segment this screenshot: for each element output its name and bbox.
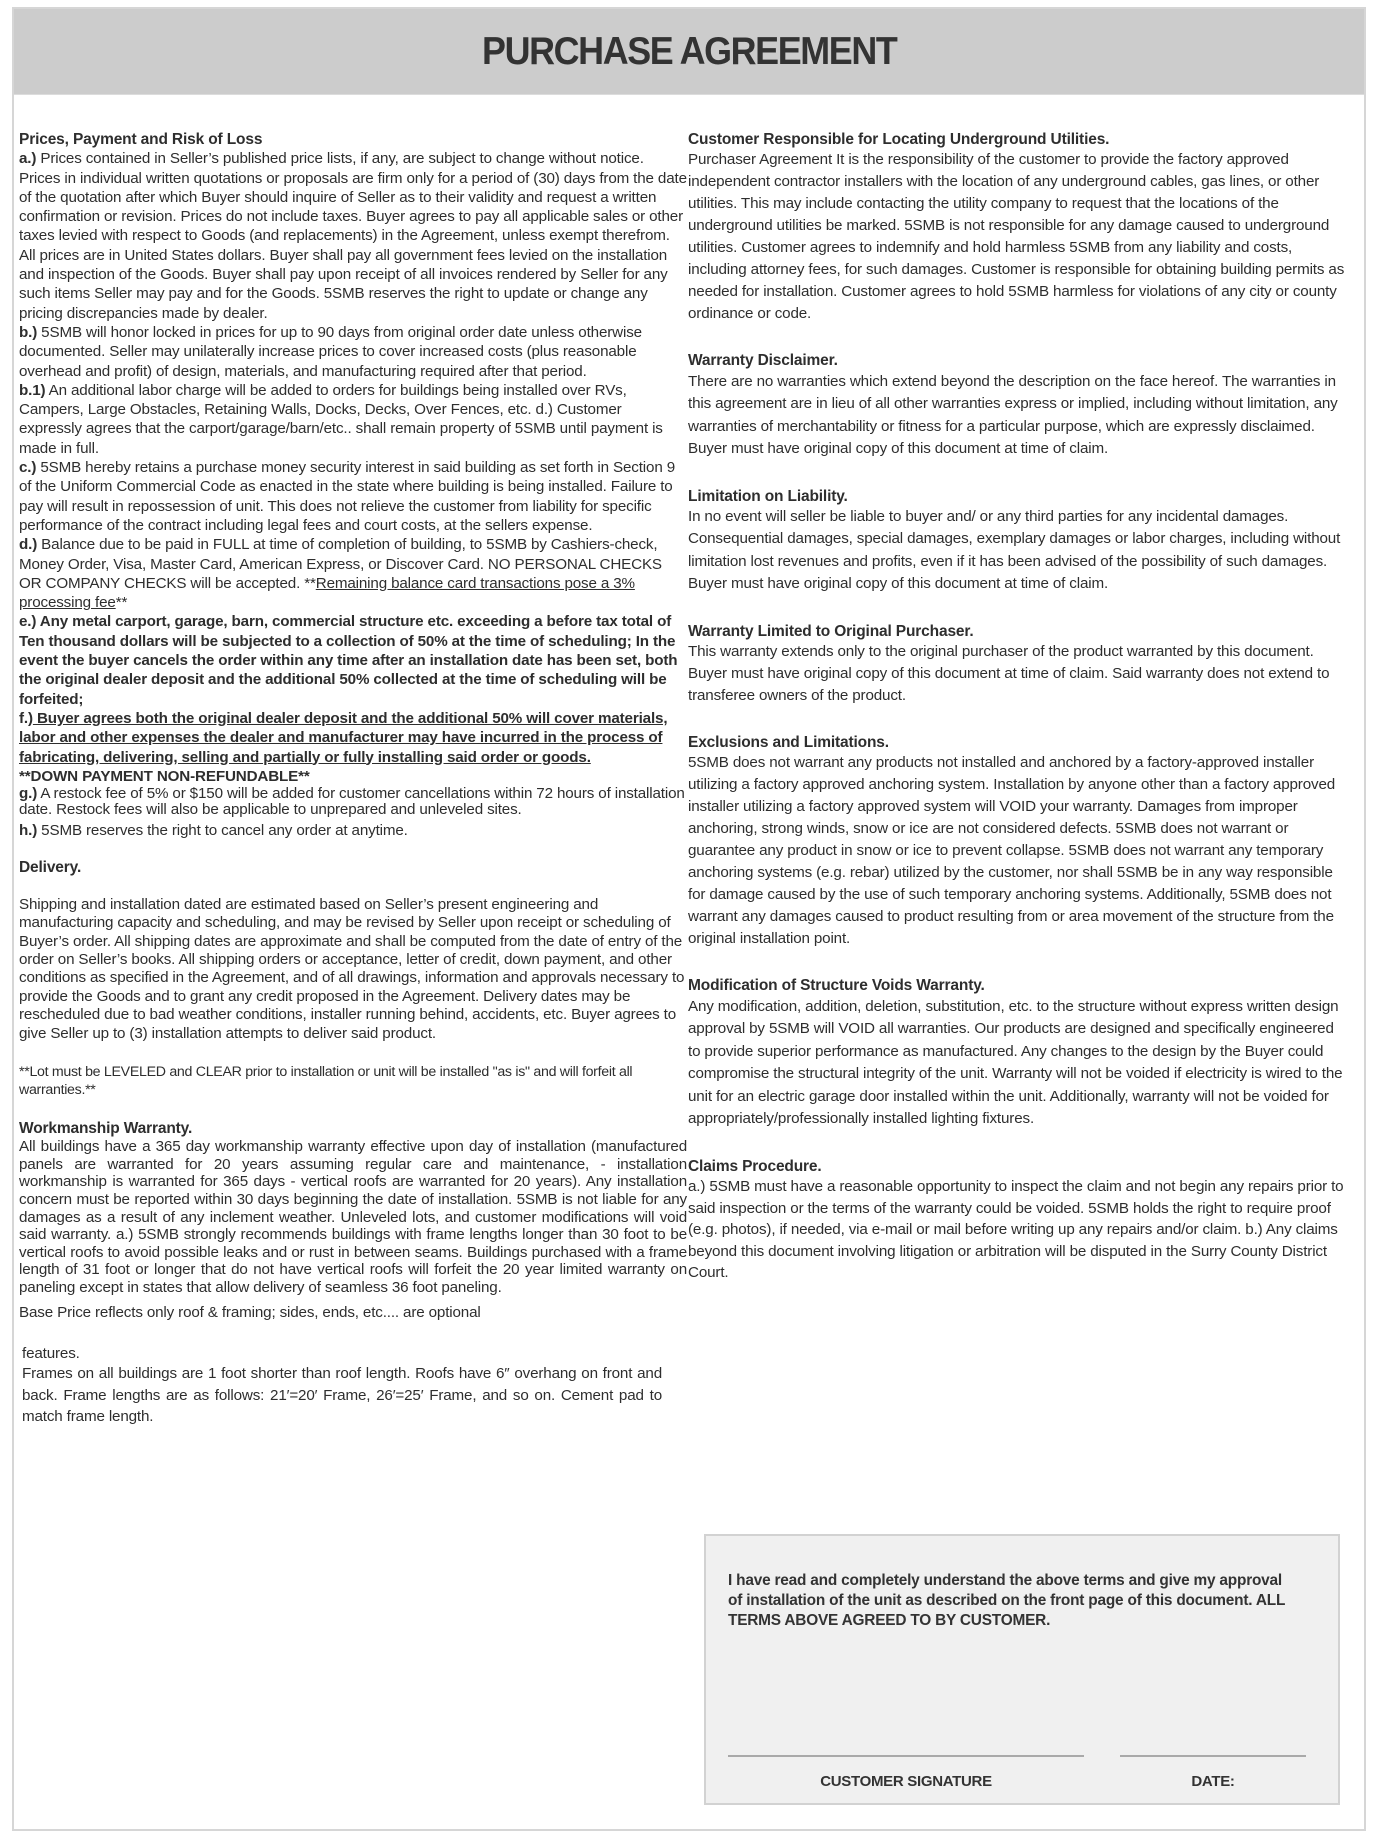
exclusions-text: 5SMB does not warrant any products not installed and anchored by a factory-approved installer utilizing a factory approved anchoring system. Installation by anyone other than a factory approved installer utilizing a factory approved system will VOID your warranty. Damages from improper anchoring, strong winds, snow or ice are not considered defects. 5SMB does not warrant or guarantee any product in snow or ice to prevent collapse. 5SMB does not warrant any temporary anchoring systems (e.g. rebar) utilized by the customer, nor shall 5SMB be in any way responsible for damage caused by the use of such temporary anchoring systems. Additionally, 5SMB does not warrant any damages caused to product resulting from or area movement of the structure from the original installation point. <box>688 754 1336 948</box>
utilities-text: Purchaser Agreement It is the responsibility of the customer to provide the factory approved independent contractor installers with the location of any underground cables, gas lines, or other utilities. This may include contacting the utility company to request that the locations of the underground utilities be marked. 5SMB is not responsible for any damage caused to underground utilities. Customer agrees to indemnify and hold harmless 5SMB from any liability and costs, including attorney fees, for such damages. Customer is responsible for obtaining building permits as needed for installation. Customer agrees to hold 5SMB harmless for violations of any city or county ordinance or code. <box>688 151 1345 323</box>
date-line[interactable] <box>1120 1755 1306 1757</box>
section-warranty-disclaimer <box>688 351 1348 460</box>
clause-b1: b.1) An additional labor charge will be added to orders for buildings being installed over RVs, Campers, Large Obstacles, Retaining Walls, Docks, Decks, Over Fences, etc. d.) Customer expressly agrees that the carport/garage/barn/etc.. shall remain property of 5SMB until payment is made in full. <box>19 381 663 457</box>
section-liability <box>688 487 1348 596</box>
section-heading: Prices, Payment and Risk of Loss <box>19 131 263 148</box>
customer-signature-label: CUSTOMER SIGNATURE <box>820 1773 992 1790</box>
title-banner <box>14 9 1364 95</box>
section-heading: Warranty Limited to Original Purchaser. <box>688 622 974 640</box>
left-column <box>19 130 687 1428</box>
disclaimer-text: There are no warranties which extend beyond the description on the face hereof. The warranties in this agreement are in lieu of all other warranties express or implied, including without limitation, any warranties of merchantability or fitness for a particular purpose, which are expressly disclaimed. Buyer must have original copy of this document at time of claim. <box>688 372 1338 458</box>
section-original-purchaser <box>688 622 1348 707</box>
original-purchaser-text: This warranty extends only to the original purchaser of the product warranted by this document. Buyer must have original copy of this document at time of claim. Said warranty does not extend to transferee owners of the product. <box>688 643 1330 705</box>
lot-note: **Lot must be LEVELED and CLEAR prior to installation or unit will be installed "as is" and will forfeit all warranties.** <box>19 1063 633 1098</box>
section-heading: Warranty Disclaimer. <box>688 352 838 370</box>
section-heading: Claims Procedure. <box>688 1157 822 1175</box>
clause-d: d.) Balance due to be paid in FULL at time of completion of building, to 5SMB by Cashiers-check, Money Order, Visa, Master Card, American Express, or Discover Card. NO PERSONAL CHECKS OR COMPANY CHECKS will be accepted. **Remaining balance card transactions pose a 3% processing fee** <box>19 536 662 612</box>
signature-box <box>704 1534 1340 1805</box>
clause-g: g.) A restock fee of 5% or $150 will be added for customer cancellations within 72 hours of installation date. Restock fees will also be applicable to unprepared and unleveled sites. <box>19 785 685 819</box>
section-heading: Delivery. <box>19 859 82 877</box>
date-label: DATE: <box>1191 1773 1235 1790</box>
section-utilities <box>688 130 1348 325</box>
document-title: PURCHASE AGREEMENT <box>481 29 897 73</box>
workmanship-text: All buildings have a 365 day workmanship warranty effective upon day of installation (manufactured panels are warranted for 20 years assuming regular care and maintenance, - installation workmanship is warranted for 365 days - vertical roofs are warranted for 20 years). Any installation concern must be reported within 30 days beginning the date of installation. 5SMB is not liable for any damages as a result of any inclement weather. Unleveled lots, and customer modifications will void said warranty. a.) 5SMB strongly recommends buildings with frame lengths longer than 30 foot to be vertical roofs to avoid possible leaks and or rust in between seams. Buildings purchased with a frame length of 31 foot or longer that do not have vertical roofs will forfeit the 20 year limited warranty on paneling except in states that allow delivery of seamless 36 foot paneling. <box>19 1138 687 1296</box>
section-heading: Workmanship Warranty. <box>19 1119 193 1137</box>
clause-b: b.) 5SMB will honor locked in prices for up to 90 days from original order date unless otherwise documented. Seller may unilaterally increase prices to cover increased costs (plus reasonable overhead and profit) of design, materials, and manufacturing required after that period. <box>19 323 642 380</box>
section-claims <box>688 1157 1348 1284</box>
processing-fee-note: Remaining balance card transactions pose a 3% processing fee <box>19 574 635 612</box>
section-heading: Customer Responsible for Locating Underground Utilities. <box>688 131 1110 148</box>
section-workmanship <box>19 1119 687 1428</box>
delivery-text: Shipping and installation dated are estimated based on Seller’s present engineering and manufacturing capacity and scheduling, and may be revised by Seller upon receipt or scheduling of Buyer’s order. All shipping dates are approximate and shall be computed from the date of entry of the order on Seller’s books. All shipping orders or acceptance, letter of credit, down payment, and other conditions as specified in the Agreement, and of all drawings, information and approvals necessary to provide the Goods and to grant any credit proposed in the Agreement. Delivery dates may be rescheduled due to bad weather conditions, installer running behind, accidents, etc. Buyer agrees to give Seller up to (3) installation attempts to deliver said product. <box>19 895 685 1042</box>
section-prices <box>19 130 687 840</box>
clause-h: h.) 5SMB reserves the right to cancel any order at anytime. <box>19 822 408 840</box>
liability-text: In no event will seller be liable to buyer and/ or any third parties for any incidental damages. Consequential damages, special damages, exemplary damages or labor charges, including without limitation lost revenues and profits, even if it has been advised of the possibility of such damages. Buyer must have original copy of this document at time of claim. <box>688 507 1341 593</box>
features-text: features. <box>22 1344 80 1362</box>
right-column <box>688 130 1348 1284</box>
claims-text: a.) 5SMB must have a reasonable opportunity to inspect the claim and not begin any repairs prior to said inspection or the terms of the warranty could be voided. 5SMB holds the right to require proof (e.g. photos), if needed, via e-mail or mail before writing up any repairs and/or claim. b.) Any claims beyond this document involving litigation or arbitration will be disputed in the Surry County District Court. <box>688 1178 1344 1282</box>
clause-a: a.) Prices contained in Seller’s published price lists, if any, are subject to change without notice. Prices in individual written quotations or proposals are firm only for a period of (30) days from the date of the quotation after which Buyer should inquire of Seller as to their validity and request a written confirmation or revision. Prices do not include taxes. Buyer agrees to pay all applicable sales or other taxes levied with respect to Goods (and replacements) in the Agreement, unless exempt therefrom. All prices are in United States dollars. Buyer shall pay all government fees levied on the installation and inspection of the Goods. Buyer shall pay upon receipt of all invoices rendered by Seller for any such items Seller may pay and for the Goods. 5SMB reserves the right to update or change any pricing discrepancies made by dealer. <box>19 150 687 322</box>
section-heading: Modification of Structure Voids Warranty. <box>688 977 985 995</box>
down-payment-note: **DOWN PAYMENT NON-REFUNDABLE** <box>19 767 310 785</box>
modification-text: Any modification, addition, deletion, substitution, etc. to the structure without express written design approval by 5SMB will VOID all warranties. Our products are designed and specifically engineered to provide superior performance as manufactured. Any changes to the design by the Buyer could compromise the structural integrity of the unit. Warranty will not be voided if electricity is wired to the unit for an electric garage door installed within the unit. Additionally, warranty will not be voided for appropriately/professionally installed lighting fixtures. <box>688 997 1343 1128</box>
agreement-statement: I have read and completely understand the above terms and give my approval of installation of the unit as described on the front page of this document. ALL TERMS ABOVE AGREED TO BY CUSTOMER. <box>728 1572 1285 1629</box>
section-exclusions <box>688 733 1348 950</box>
section-heading: Exclusions and Limitations. <box>688 734 889 752</box>
clause-e: e.) Any metal carport, garage, barn, commercial structure etc. exceeding a before tax total of Ten thousand dollars will be subjected to a collection of 50% at the time of scheduling; In the event the buyer cancels the order within any time after an installation date has been set, both the original dealer deposit and the additional 50% collected at the time of scheduling will be forfeited; <box>19 613 678 708</box>
section-modification <box>688 976 1348 1130</box>
section-heading: Limitation on Liability. <box>688 487 848 505</box>
clause-c: c.) 5SMB hereby retains a purchase money security interest in said building as set forth in Section 9 of the Uniform Commercial Code as enacted in the state where building is being installed. Failure to pay will result in repossession of unit. This does not relieve the customer from liability for specific performance of the contract including legal fees and court costs, at the sellers expense. <box>19 459 675 534</box>
frames-text: Frames on all buildings are 1 foot shorter than roof length. Roofs have 6″ overhang on front and back. Frame lengths are as follows: 21′=20′ Frame, 26′=25′ Frame, and so on. Cement pad to match frame length. <box>22 1365 662 1426</box>
base-price-note: Base Price reflects only roof & framing; sides, ends, etc.... are optional <box>19 1303 481 1321</box>
customer-signature-line[interactable] <box>728 1755 1084 1757</box>
clause-f: f.) Buyer agrees both the original dealer deposit and the additional 50% will cover materials, labor and other expenses the dealer and manufacturer may have incurred in the process of fabricating, delivering, selling and partially or fully installing said order or goods. <box>19 709 668 766</box>
section-delivery <box>19 858 687 1099</box>
